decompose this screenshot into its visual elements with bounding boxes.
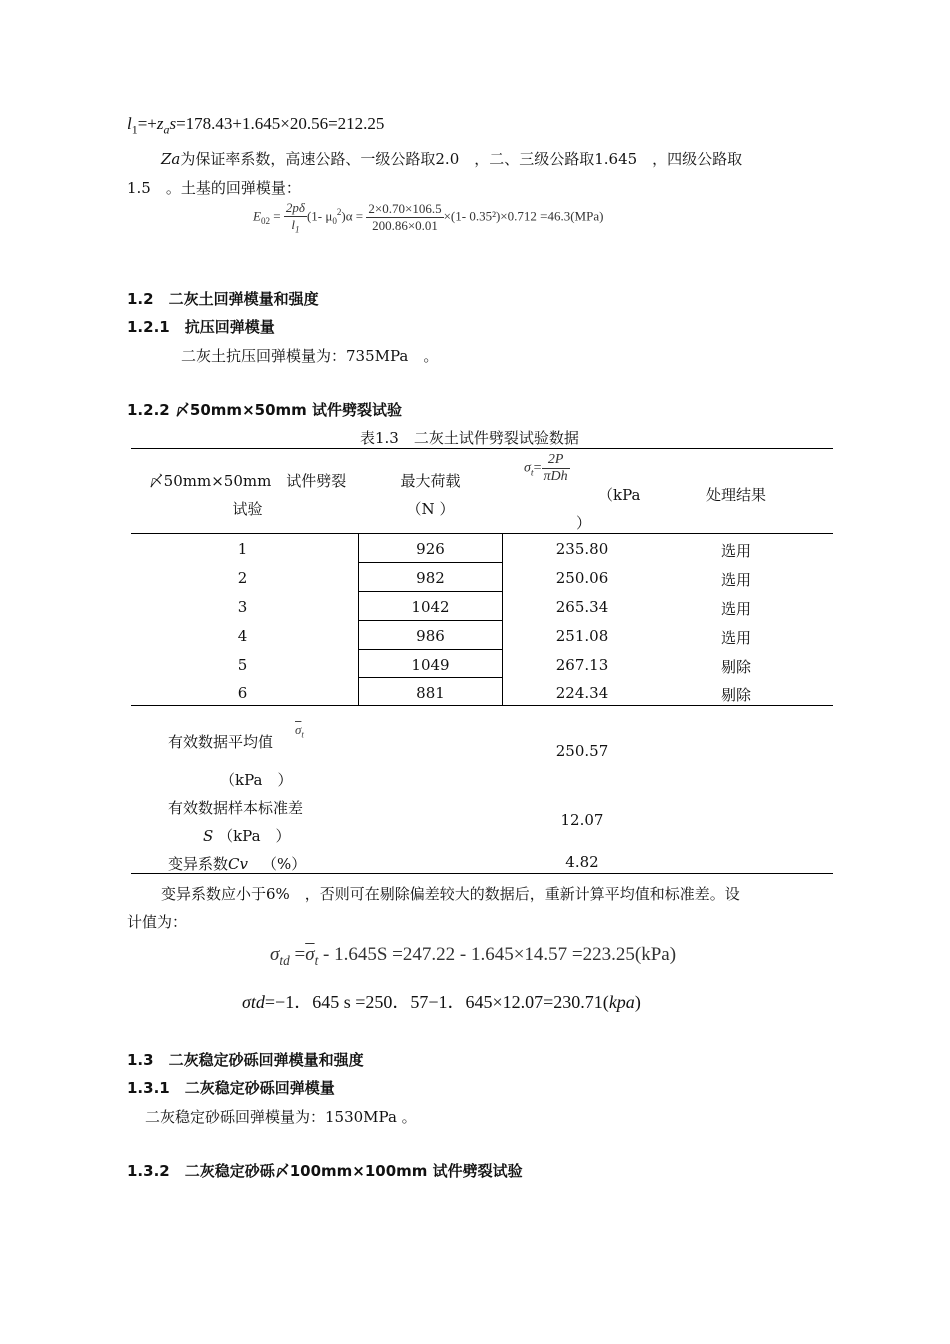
row6-no: 6 (237, 684, 248, 702)
formula-e02-mid-sup: 2 (336, 206, 342, 217)
row1-no: 1 (237, 540, 248, 558)
za-symbol: Za (161, 150, 181, 168)
summary-avg-symbol (295, 722, 304, 740)
formula-std2-rest: =−1．645 s =250．57−1．645×12.07=230.71( (264, 992, 609, 1012)
summary-cv-label: 变异系数 (168, 855, 229, 873)
summary-avg-value: 250.57 (555, 742, 609, 760)
formula-e02-num2: 2×0.70×106.5 (368, 200, 442, 216)
formula-std1-lhs-sub: td (279, 952, 290, 968)
table-data-bottom-rule (131, 705, 833, 706)
para-cv-line-2: 计值为： (127, 913, 188, 931)
header-col3-den: πDh (543, 469, 568, 484)
table-caption: 表1.3 二灰土试件劈裂试验数据 (360, 429, 579, 447)
summary-cv-value: 4.82 (565, 853, 599, 871)
formula-e02-num1: 2pδ (285, 200, 305, 215)
header-col4: 处理结果 (705, 486, 766, 504)
summary-std-value: 12.07 (560, 811, 604, 829)
row4-result: 选用 (720, 629, 751, 647)
formula-l1-z: z (156, 114, 164, 133)
header-col3-unit: （kPa (598, 486, 641, 504)
heading-1-2: 1.2 二灰土回弹模量和强度 (127, 290, 319, 308)
header-col3-sub: t (530, 467, 534, 479)
formula-e02-eq1: = (273, 208, 281, 224)
formula-e02-frac1 (284, 200, 307, 235)
summary-avg-label-wrap (168, 731, 273, 752)
formula-l1-z-sub: a (163, 122, 170, 137)
summary-std-unit: （kPa ） (218, 827, 291, 845)
row5-result: 剔除 (720, 658, 751, 676)
formula-e02-tail: ×(1- 0.35²)×0.712 =46.3(MPa) (443, 208, 604, 224)
table-header-rule (131, 533, 833, 534)
formula-e02-den1: l (291, 217, 295, 232)
formula-e02-frac2 (366, 201, 443, 234)
header-col3-num: 2P (542, 452, 570, 469)
summary-avg-unit: （kPa ） (220, 771, 293, 789)
row3-sigma: 265.34 (555, 598, 609, 616)
summary-std-sym: S (203, 827, 214, 845)
formula-e02-den2: 200.86×0.01 (372, 217, 438, 233)
summary-cv-line (168, 853, 306, 874)
formula-l1-s: s (169, 114, 177, 133)
formula-std1-bar-sub: t (314, 952, 319, 968)
formula-e02-den1-sub: 1 (294, 224, 300, 235)
formula-e02-mid: (1- μ (306, 208, 333, 224)
summary-cv-sym: Cv (228, 855, 248, 873)
heading-1-3: 1.3 二灰稳定砂砾回弹模量和强度 (127, 1051, 364, 1069)
row6-sigma: 224.34 (555, 684, 609, 702)
formula-e02-mid2: )α = (341, 208, 364, 224)
table-row-rule-4 (358, 649, 503, 650)
intro-line-1 (161, 148, 742, 169)
summary-avg-sym: $\overline{\sigma}$ (295, 722, 302, 737)
row4-no: 4 (237, 627, 248, 645)
table-row-rule-5 (358, 677, 503, 678)
heading-1-2-1: 1.2.1 抗压回弹模量 (127, 318, 275, 336)
row4-sigma: 251.08 (555, 627, 609, 645)
formula-std2-unit: kpa (608, 992, 635, 1012)
formula-std1-eq: = (294, 944, 306, 965)
formula-std1 (270, 944, 676, 969)
para-cv-line-1: 变异系数应小于6% ，否则可在剔除偏差较大的数据后，重新计算平均值和标准差。设 (161, 885, 740, 903)
formula-e02-den1-wrap (284, 217, 307, 235)
intro-line-2: 1.5 。土基的回弹模量： (127, 179, 301, 197)
summary-std-label: 有效数据样本标准差 (168, 799, 304, 817)
row3-result: 选用 (720, 600, 751, 618)
formula-e02-lhs-sub: 02 (260, 215, 271, 226)
para-1-3-1: 二灰稳定砂砾回弹模量为：1530MPa 。 (145, 1108, 417, 1126)
row3-no: 3 (237, 598, 248, 616)
heading-1-2-2: 1.2.2 〆50mm×50mm 试件劈裂试验 (127, 401, 402, 419)
row1-result: 选用 (720, 542, 751, 560)
header-col3-eq: = (533, 460, 542, 476)
row6-load: 881 (416, 684, 445, 702)
header-col3-frac (542, 452, 570, 485)
para-1-2-1: 二灰土抗压回弹模量为：735MPa 。 (181, 347, 439, 365)
formula-l1-lhs: l (127, 114, 132, 133)
formula-l1-rhs: =178.43+1.645×20.56=212.25 (176, 114, 385, 133)
summary-cv-unit: （%） (261, 855, 307, 873)
table-row-rule-3 (358, 620, 503, 621)
formula-e02 (253, 200, 603, 235)
formula-std1-bar: $\overline{\sigma}$ (305, 944, 315, 965)
row2-sigma: 250.06 (555, 569, 609, 587)
table-row-rule-2 (358, 591, 503, 592)
header-col1-line2: 试验 (232, 500, 263, 518)
header-col3-sigma: σ (524, 460, 531, 476)
table-row-rule-1 (358, 562, 503, 563)
header-col3-close: ） (576, 514, 592, 532)
row6-result: 剔除 (720, 686, 751, 704)
row3-load: 1042 (411, 598, 450, 616)
formula-std1-rest: - 1.645S =247.22 - 1.645×14.57 =223.25(kPa) (318, 944, 677, 965)
formula-std2-close: ) (634, 992, 641, 1012)
summary-std-sub-line (203, 825, 291, 846)
formula-e02-lhs: E (253, 208, 261, 224)
row5-sigma: 267.13 (555, 656, 609, 674)
summary-avg-label: 有效数据平均值 (168, 733, 274, 751)
header-col3-formula (524, 452, 570, 485)
formula-std2 (242, 988, 641, 1014)
formula-l1-lhs-sub: 1 (131, 122, 138, 137)
summary-avg-sub: t (301, 729, 304, 740)
row2-result: 选用 (720, 571, 751, 589)
row2-no: 2 (237, 569, 248, 587)
formula-e02-mid-sub: 0 (332, 215, 337, 226)
heading-1-3-2: 1.3.2 二灰稳定砂砾〆100mm×100mm 试件劈裂试验 (127, 1162, 523, 1180)
header-col1-line1: 〆50mm×50mm 试件劈裂 (148, 472, 347, 490)
formula-std2-lhs: σtd (242, 992, 265, 1012)
heading-1-3-1: 1.3.1 二灰稳定砂砾回弹模量 (127, 1079, 335, 1097)
row4-load: 986 (416, 627, 445, 645)
row1-sigma: 235.80 (555, 540, 609, 558)
header-col2-line1: 最大荷载 (400, 472, 461, 490)
row1-load: 926 (416, 540, 445, 558)
table-top-rule (131, 448, 833, 449)
row5-no: 5 (237, 656, 248, 674)
header-col2-line2: （N ） (406, 500, 455, 518)
row5-load: 1049 (411, 656, 450, 674)
formula-l1-mid: =+ (137, 114, 157, 133)
intro-line-1-text: 为保证率系数，高速公路、一级公路取2.0 ，二、三级公路取1.645 ，四级公路取 (180, 150, 743, 168)
formula-l1 (127, 114, 384, 137)
row2-load: 982 (416, 569, 445, 587)
formula-std1-lhs: σ (270, 944, 280, 965)
